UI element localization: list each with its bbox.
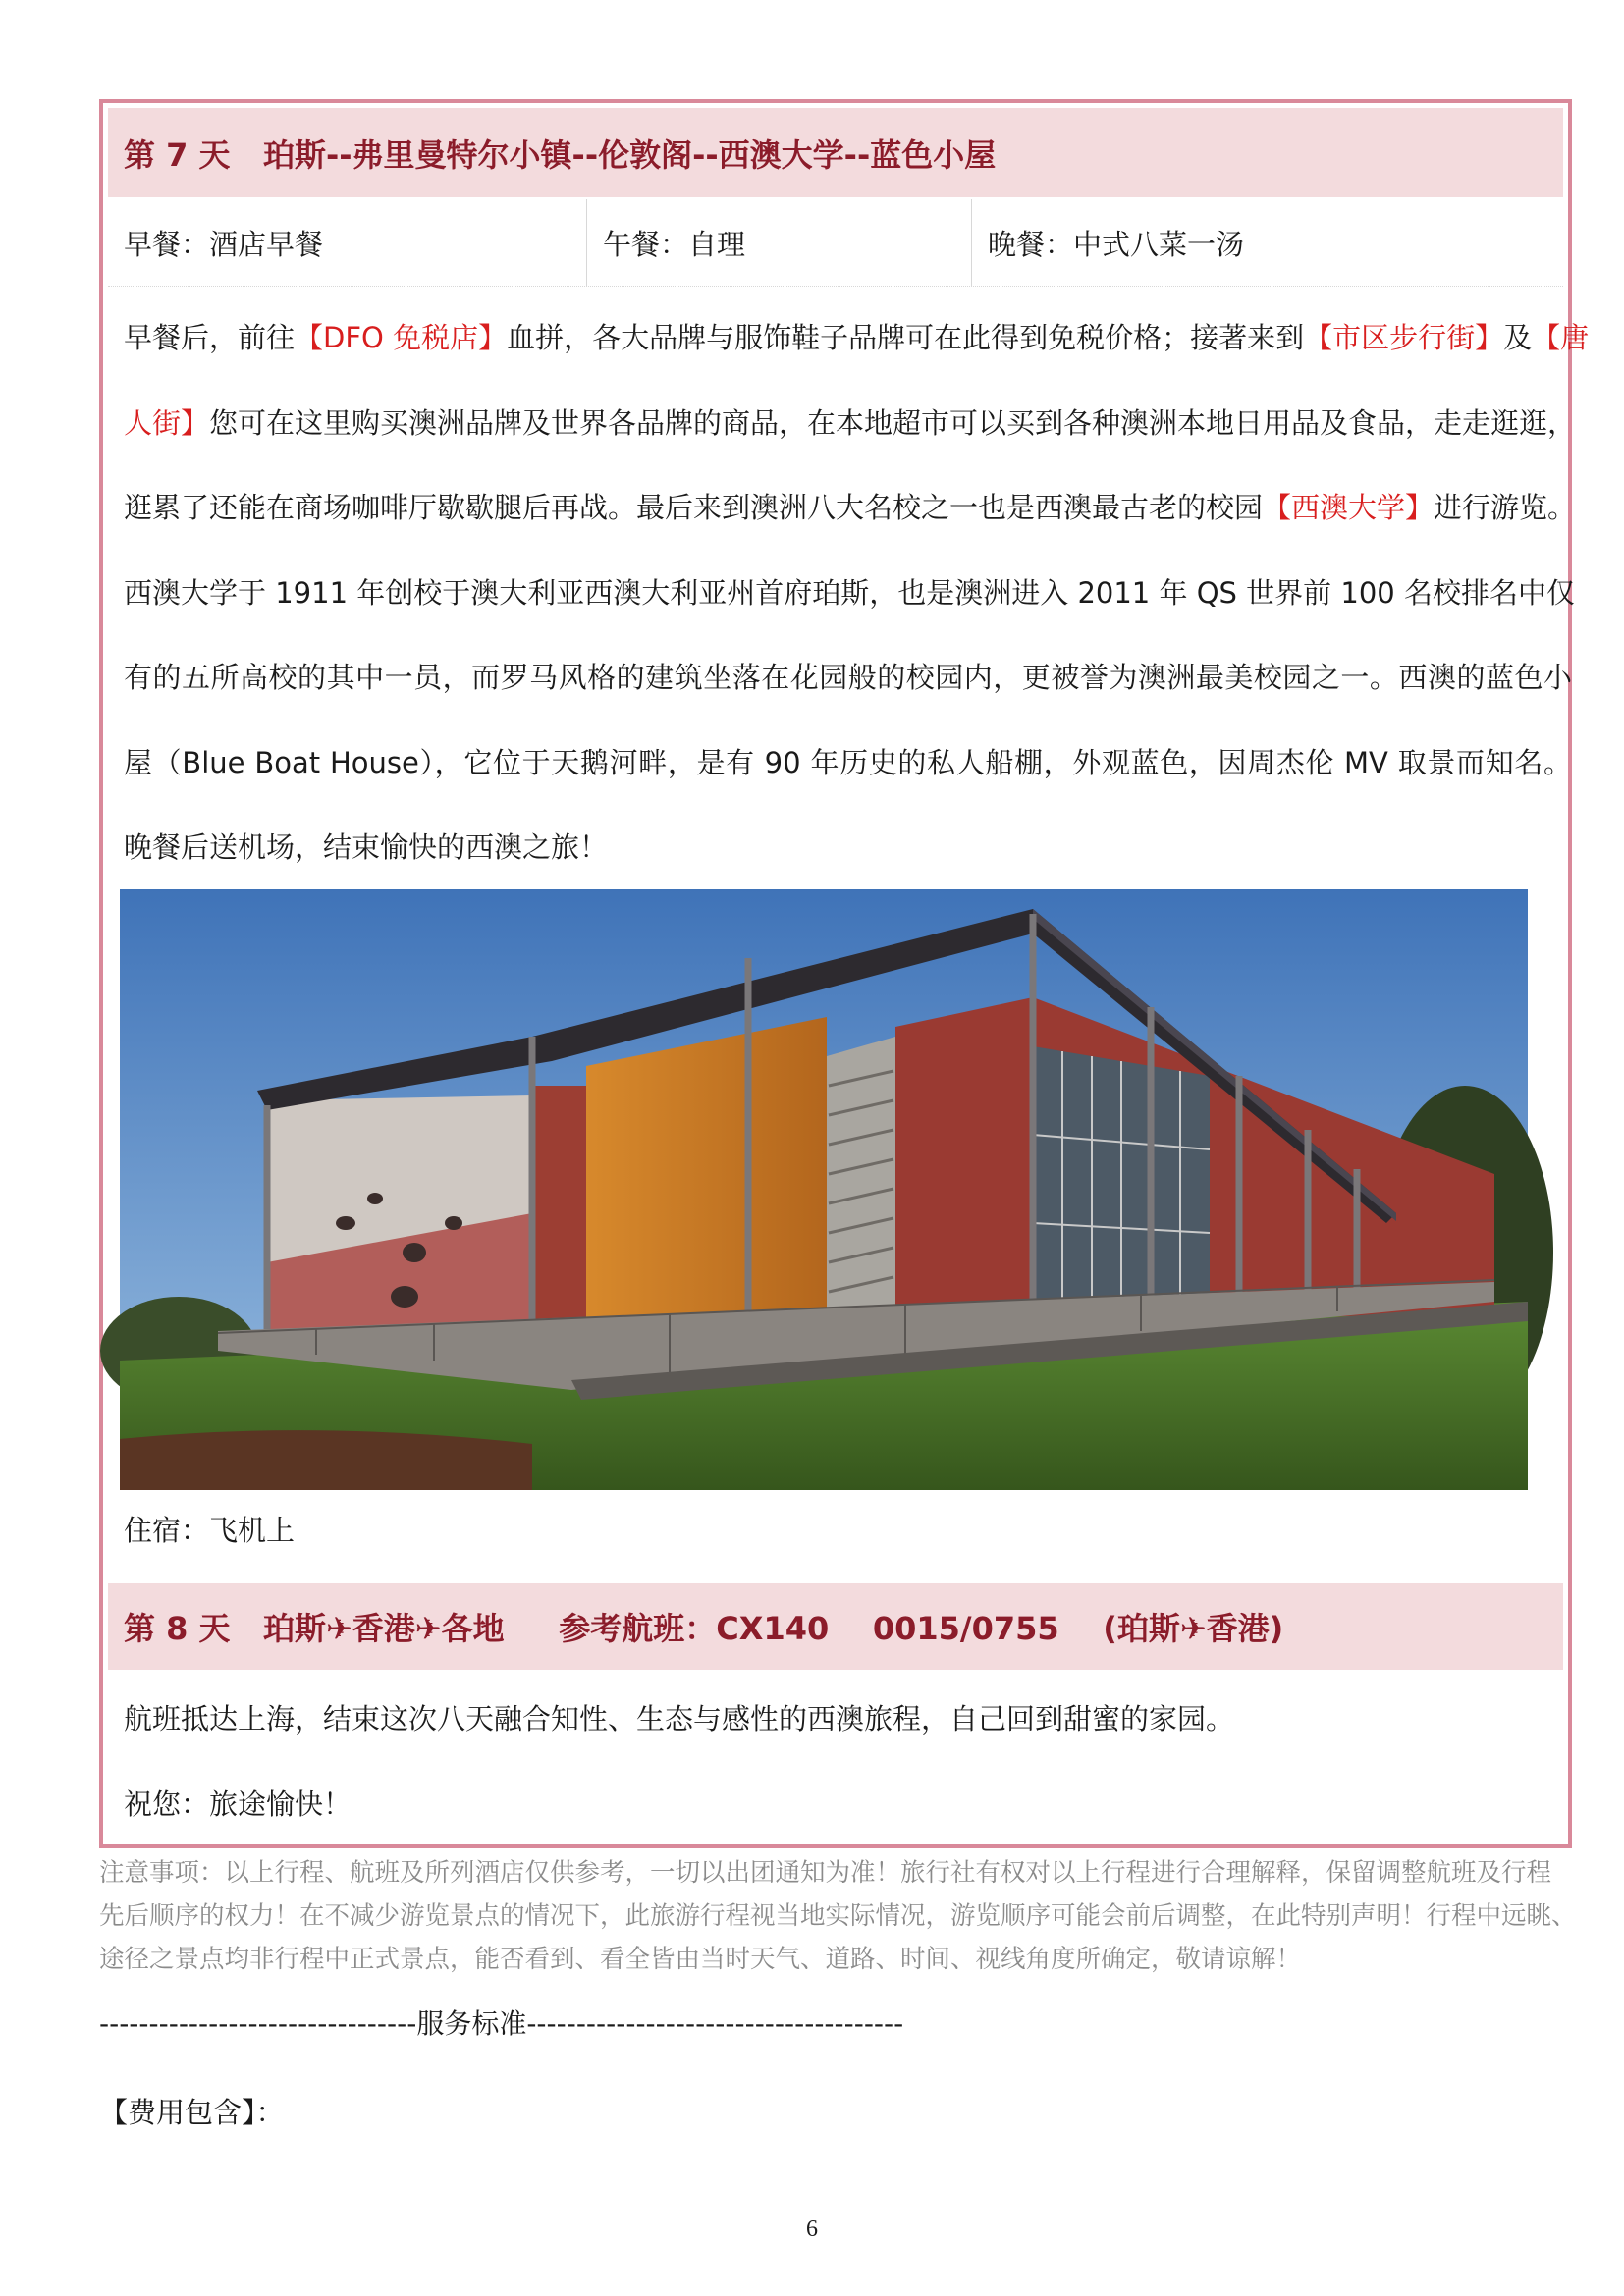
notice-line-2: 先后顺序的权力！在不减少游览景点的情况下，此旅游行程视当地实际情况，游览顺序可能会前后调整，在此特别声明！行程中远眺、 xyxy=(99,1901,1577,1931)
desc-line-7: 晚餐后送机场，结束愉快的西澳之旅！ xyxy=(124,830,609,864)
page-number: 6 xyxy=(806,2216,818,2242)
dinner-cell: 晚餐：中式八菜一汤 xyxy=(988,227,1245,261)
uwa-building-photo xyxy=(120,889,1528,1490)
uwa-link: 【西澳大学】 xyxy=(1263,491,1435,524)
desc-line-3: 逛累了还能在商场咖啡厅歇歇腿后再战。最后来到澳洲八大名校之一也是西澳最古老的校园【西澳大学】进行游览。 xyxy=(124,491,1577,524)
notice-text xyxy=(99,1851,1577,1981)
desc-line-5: 有的五所高校的其中一员，而罗马风格的建筑坐落在花园般的校园内，更被誉为澳洲最美校园之一。西澳的蓝色小 xyxy=(124,661,1572,694)
day8-wish: 祝您：旅途愉快！ xyxy=(124,1788,352,1821)
itinerary-frame xyxy=(99,99,1590,1848)
day7-description xyxy=(124,295,1590,890)
day7-header: 第 7 天 珀斯--弗里曼特尔小镇--伦敦阁--西澳大学--蓝色小屋 xyxy=(108,108,1563,197)
desc-line-6: 屋（Blue Boat House），它位于天鹅河畔，是有 90 年历史的私人船棚，外观蓝色，因周杰伦 MV 取景而知名。 xyxy=(124,745,1572,779)
day7-meals-row xyxy=(108,199,1563,287)
lunch-cell: 午餐：自理 xyxy=(587,199,972,286)
notice-line-3: 途径之景点均非行程中正式景点，能否看到、看全皆由当时天气、道路、时间、视线角度所确定，敬请谅解！ xyxy=(99,1945,1302,1974)
pedestrian-street-link: 【市区步行街】 xyxy=(1304,321,1504,354)
dfo-duty-free-link: 【DFO 免税店】 xyxy=(295,321,508,354)
desc-line-1: 早餐后，前往【DFO 免税店】血拼，各大品牌与服饰鞋子品牌可在此得到免税价格；接著来到【市区步行街】及【唐 xyxy=(124,321,1590,354)
desc-line-2: 人街】您可在这里购买澳洲品牌及世界各品牌的商品，在本地超市可以买到各种澳洲本地日用品及食品，走走逛逛， xyxy=(124,405,1577,440)
fees-heading: 【费用包含】： xyxy=(99,2096,285,2129)
day7-accommodation: 住宿：飞机上 xyxy=(124,1514,296,1547)
chinatown-link-part2: 人街】 xyxy=(124,405,210,440)
chinatown-link-part1: 【唐 xyxy=(1532,321,1590,354)
desc-line-4: 西澳大学于 1911 年创校于澳大利亚西澳大利亚州首府珀斯，也是澳洲进入 2011 年 QS 世界前 100 名校排名中仅 xyxy=(124,575,1575,610)
service-standard-divider: --------------------------------服务标准-------------------------------------- xyxy=(99,2007,904,2040)
breakfast-cell: 早餐：酒店早餐 xyxy=(108,199,587,286)
notice-line-1: 注意事项：以上行程、航班及所列酒店仅供参考，一切以出团通知为准！旅行社有权对以上行程进行合理解释，保留调整航班及行程 xyxy=(99,1858,1552,1888)
day8-arrival-text: 航班抵达上海，结束这次八天融合知性、生态与感性的西澳旅程，自己回到甜蜜的家园。 xyxy=(124,1702,1235,1735)
day8-header: 第 8 天 珀斯✈香港✈各地 参考航班：CX140 0015/0755 (珀斯✈香港) xyxy=(108,1583,1563,1670)
